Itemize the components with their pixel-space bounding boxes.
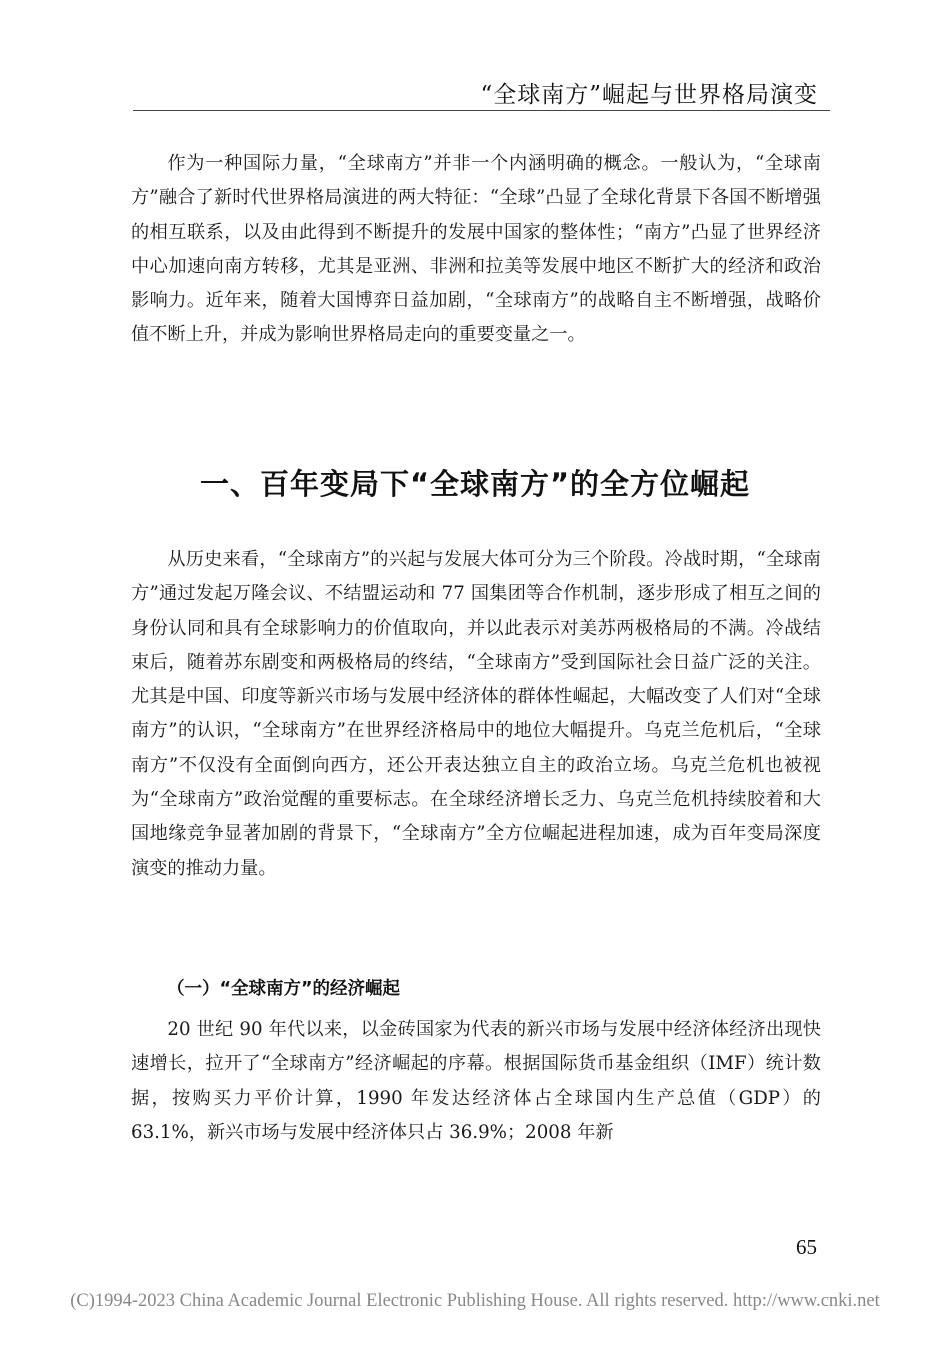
subsection-paragraph: 20 世纪 90 年代以来，以金砖国家为代表的新兴市场与发展中经济体经济出现快速增长，拉开了“全球南方”经济崛起的序幕。根据国际货币基金组织（IMF）统计数据，按购买力平价计算，1990 年发达经济体占全球国内生产总值（GDP）的 63.1%，新兴市场与发展中经济体只占 36.9%；2008 年新 (131, 1019, 821, 1143)
intro-paragraph: 作为一种国际力量，“全球南方”并非一个内涵明确的概念。一般认为，“全球南方”融合了新时代世界格局演进的两大特征：“全球”凸显了全球化背景下各国不断增强的相互联系，以及由此得到不断提升的发展中国家的整体性；“南方”凸显了世界经济中心加速向南方转移，尤其是亚洲、非洲和拉美等发展中地区不断扩大的经济和政治影响力。近年来，随着大国博弈日益加剧，“全球南方”的战略自主不断增强，战略价值不断上升，并成为影响世界格局走向的重要变量之一。 (131, 153, 821, 346)
header-divider (133, 110, 830, 111)
section-paragraph: 从历史来看，“全球南方”的兴起与发展大体可分为三个阶段。冷战时期，“全球南方”通过发起万隆会议、不结盟运动和 77 国集团等合作机制，逐步形成了相互之间的身份认同和具有全球影响力的价值取向，并以此表示对美苏两极格局的不满。冷战结束后，随着苏东剧变和两极格局的终结，“全球南方”受到国际社会日益广泛的关注。尤其是中国、印度等新兴市场与发展中经济体的群体性崛起，大幅改变了人们对“全球南方”的认识，“全球南方”在世界经济格局中的地位大幅提升。乌克兰危机后，“全球南方”不仅没有全面倒向西方，还公开表达独立自主的政治立场。乌克兰危机也被视为“全球南方”政治觉醒的重要标志。在全球经济增长乏力、乌克兰危机持续胶着和大国地缘竞争显著加剧的背景下，“全球南方”全方位崛起进程加速，成为百年变局深度演变的推动力量。 (131, 549, 821, 879)
running-header-title: “全球南方”崛起与世界格局演变 (480, 82, 818, 108)
subsection-heading: （一）“全球南方”的经济崛起 (167, 979, 401, 999)
section-heading: 一、百年变局下“全球南方”的全方位崛起 (199, 467, 751, 501)
page-number: 65 (796, 1235, 817, 1259)
copyright-watermark: (C)1994-2023 China Academic Journal Electronic Publishing House. All rights reserved. http://www.cnki.net (70, 1291, 880, 1311)
